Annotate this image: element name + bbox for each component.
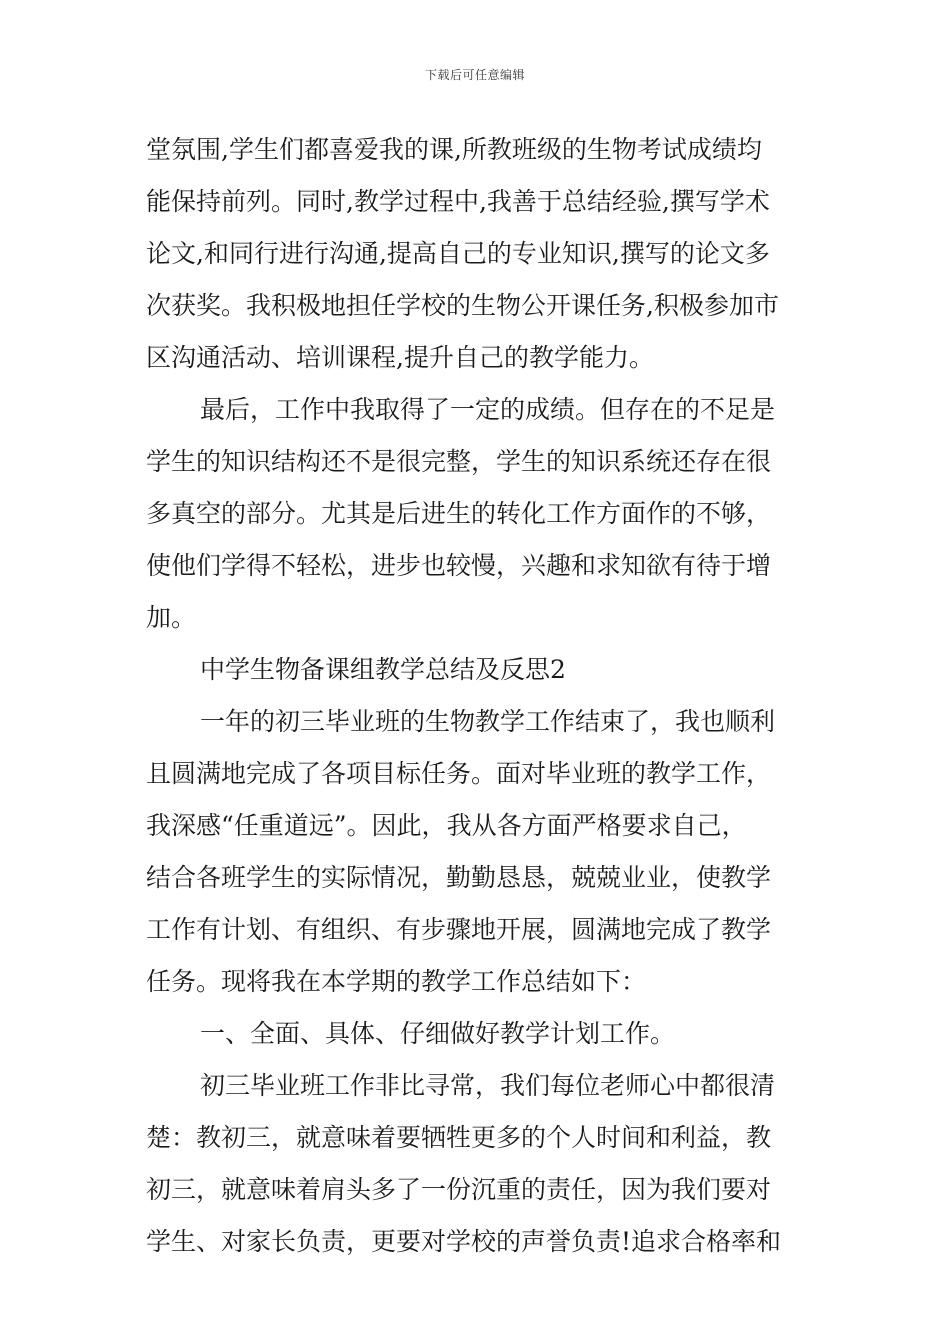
- text-line: 工作有计划、有组织、有步骤地开展，圆满地完成了教学: [146, 915, 772, 944]
- text-line: 我深感“任重道远”。因此，我从各方面严格要求自己，: [146, 811, 747, 840]
- page-header: 下载后可任意编辑: [424, 68, 525, 82]
- text-line: 区沟通活动、培训课程,提升自己的教学能力。: [146, 343, 654, 372]
- text-line: 能保持前列。同时,教学过程中,我善于总结经验,撰写学术: [146, 187, 770, 216]
- text-line: 多真空的部分。尤其是后进生的转化工作方面作的不够，: [146, 499, 772, 528]
- text-line: 学生、对家长负责，更要对学校的声誉负责!追求合格率和: [146, 1227, 782, 1256]
- text-line: 初三毕业班工作非比寻常，我们每位老师心中都很清: [200, 1071, 776, 1100]
- document-body: [146, 124, 811, 1268]
- text-line: 且圆满地完成了各项目标任务。面对毕业班的教学工作，: [146, 759, 772, 788]
- text-line: 学生的知识结构还不是很完整，学生的知识系统还存在很: [146, 447, 772, 476]
- text-line: 论文,和同行进行沟通,提高自己的专业知识,撰写的论文多: [146, 239, 770, 268]
- text-line: 任务。现将我在本学期的教学工作总结如下：: [146, 967, 647, 996]
- text-line: 中学生物备课组教学总结及反思2: [200, 655, 566, 684]
- text-line: 结合各班学生的实际情况，勤勤恳恳，兢兢业业，使教学: [146, 863, 772, 892]
- text-line: 使他们学得不轻松，进步也较慢，兴趣和求知欲有待于增: [146, 551, 772, 580]
- text-line: 最后，工作中我取得了一定的成绩。但存在的不足是: [200, 395, 776, 424]
- text-line: 堂氛围,学生们都喜爱我的课,所教班级的生物考试成绩均: [146, 135, 762, 164]
- text-line: 一、全面、具体、仔细做好教学计划工作。: [200, 1019, 676, 1048]
- text-line: 加。: [146, 603, 197, 632]
- text-line: 初三，就意味着肩头多了一份沉重的责任，因为我们要对: [146, 1175, 772, 1204]
- text-line: 一年的初三毕业班的生物教学工作结束了，我也顺利: [200, 707, 776, 736]
- text-line: 次获奖。我积极地担任学校的生物公开课任务,积极参加市: [146, 291, 779, 320]
- text-line: 楚：教初三，就意味着要牺牲更多的个人时间和利益，教: [146, 1123, 772, 1152]
